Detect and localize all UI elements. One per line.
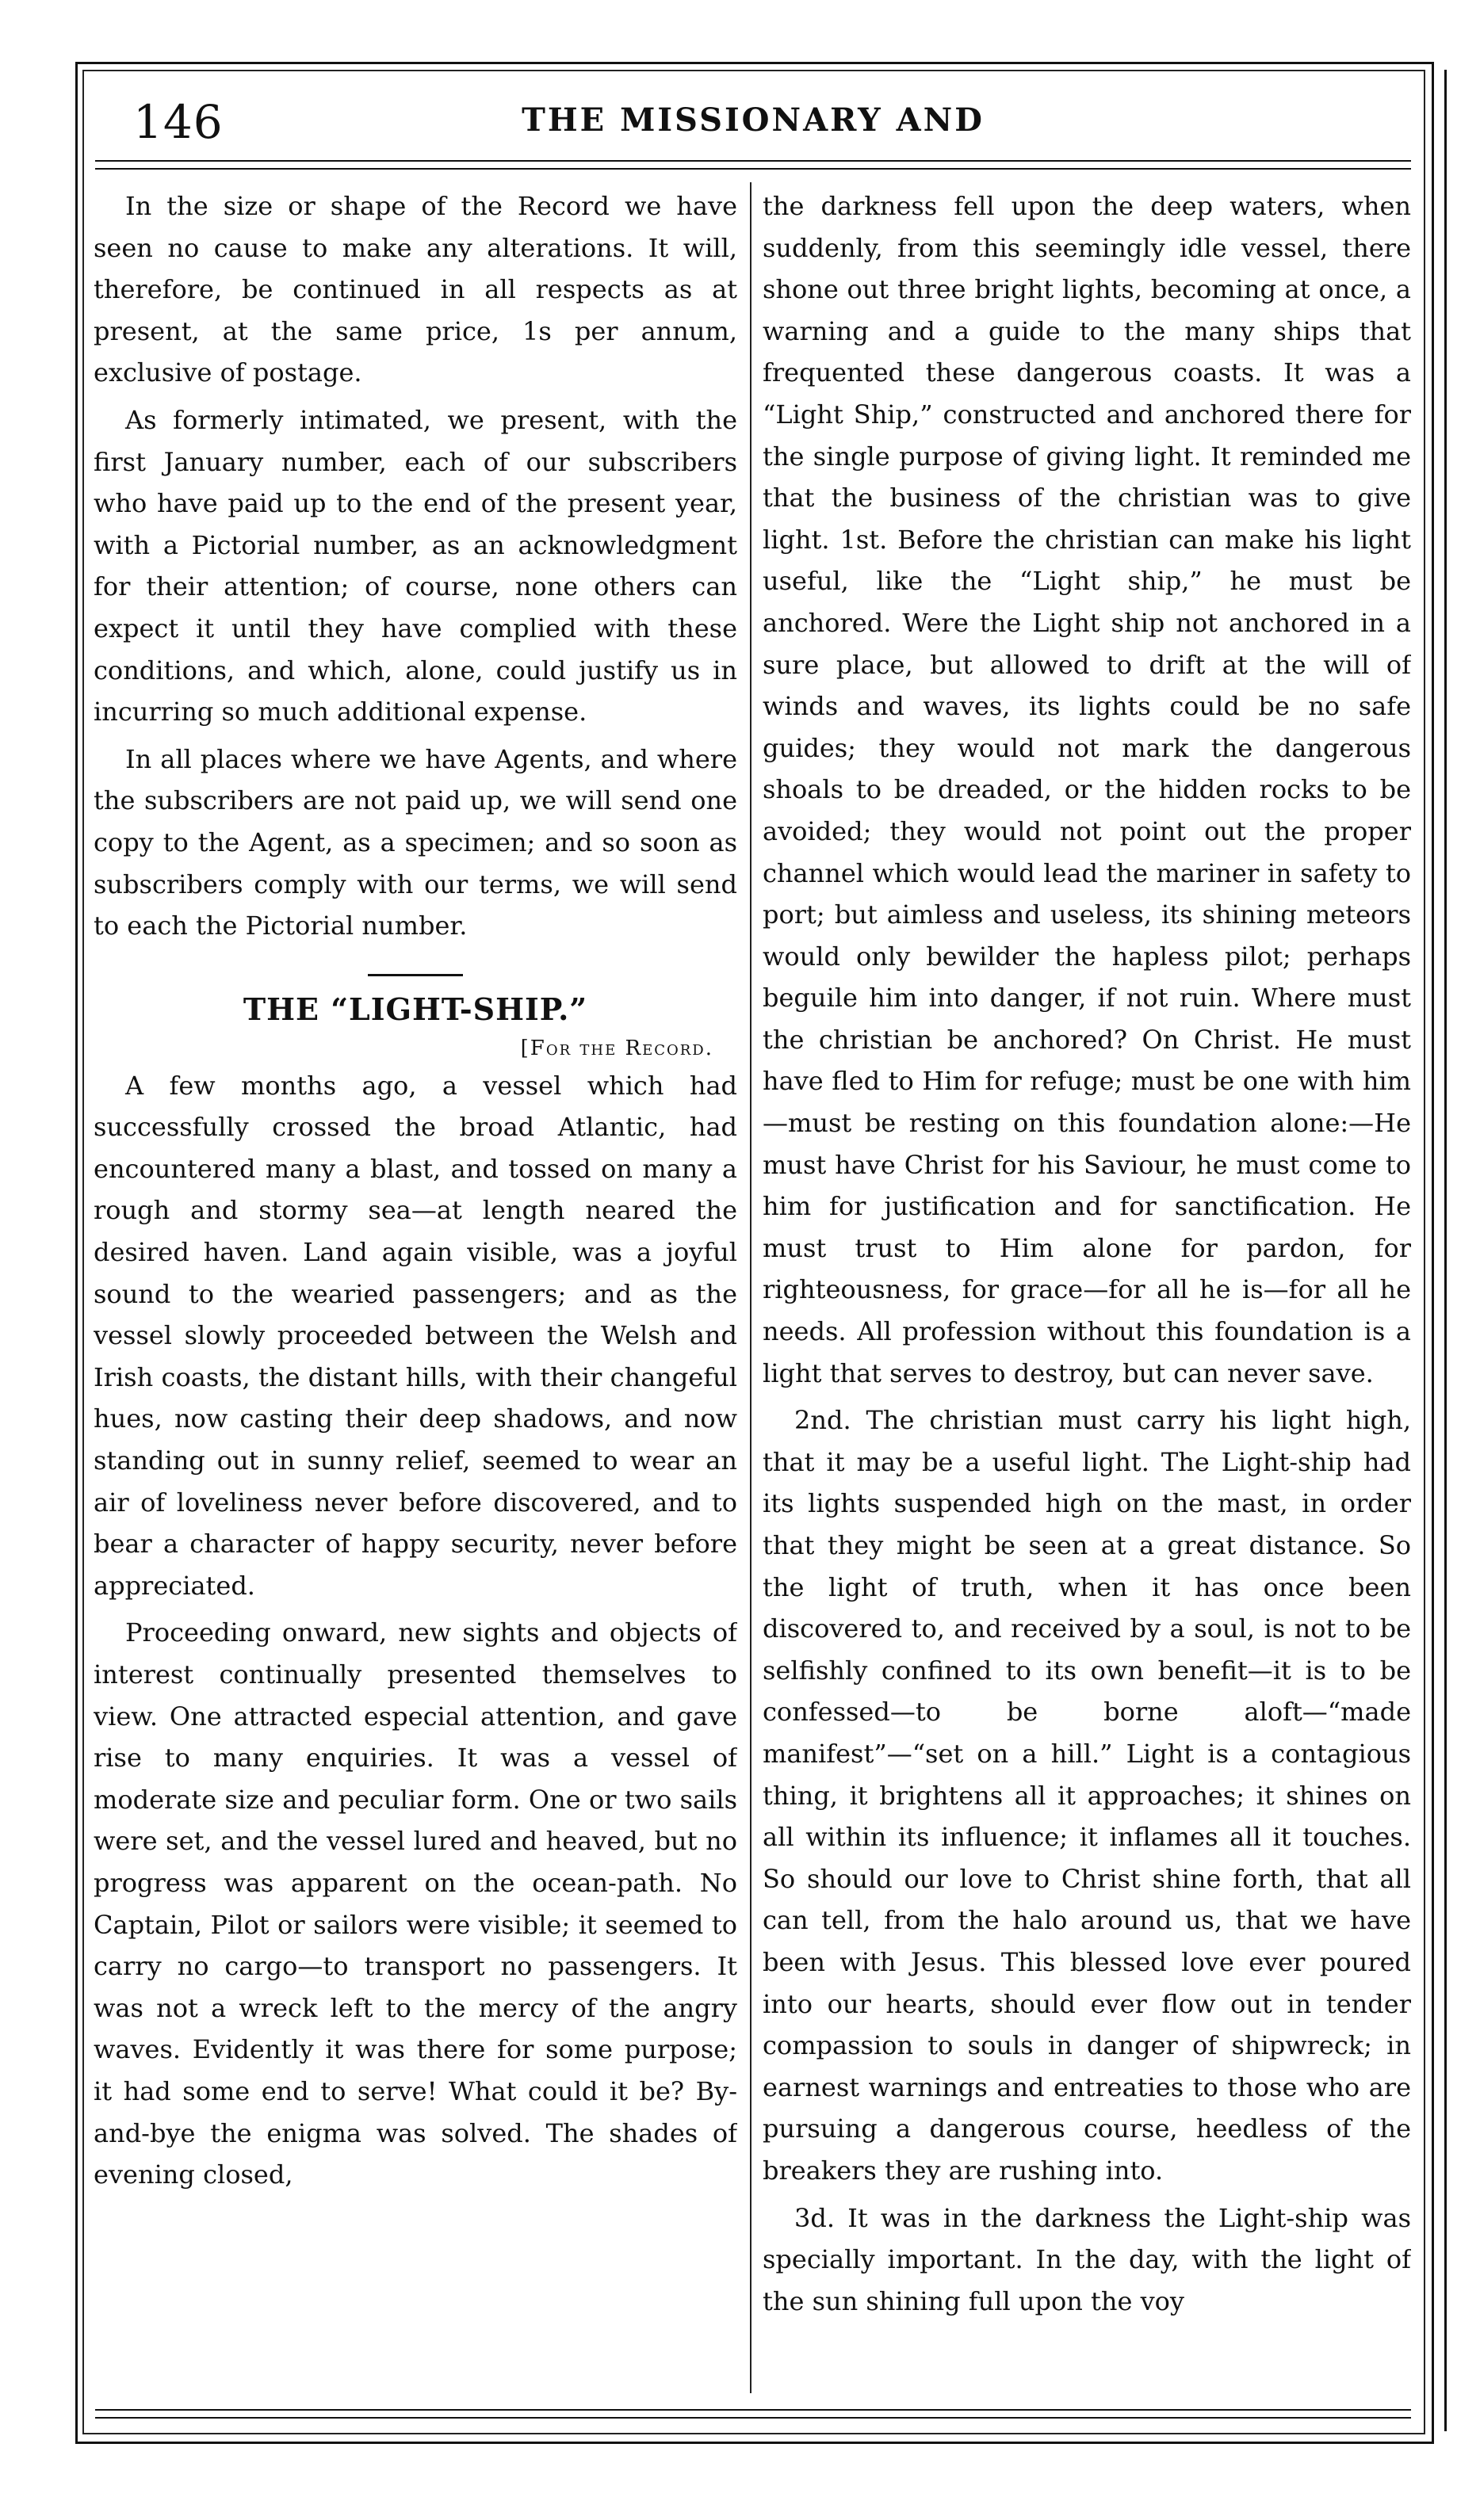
notice-paragraph-pictorial: As formerly intimated, we present, with the first January number, each of our subscribers who have paid up to the end of the present year, with a Pictorial number, as an acknowledgment for their attention; of course, none others can expect it until they have complied with these conditions, and which, alone, could justify us in incurring so much additional expense.: [94, 404, 737, 727]
notice-paragraph-size: In the size or shape of the Record we have seen no cause to make any alterations. It will, therefore, be continued in all respects as at present, at the same price, 1s per annum, exclusive of postage.: [94, 191, 737, 388]
article-paragraph-4: 2nd. The christian must carry his light high, that it may be a useful light. The Light-ship had its lights suspended high on the mast, in order that they might be seen at a great distance. So the light of truth, when it has once been discovered to, and received by a soul, is not to be selfishly confined to its own benefit—it is to be confessed—to be borne aloft—“made manifest”—“set on a hill.” Light is a contagious thing, it brightens all it approaches; it shines on all within its influence; it inflames all it touches. So should our love to Christ shine forth, that all can tell, from the halo around us, that we have been with Jesus. This blessed love ever poured into our hearts, should ever flow out in tender compassion to souls in danger of shipwreck; in earnest warnings and entreaties to those who are pursuing a dangerous course, heedless of the breakers they are rushing into.: [763, 1405, 1411, 2186]
header-rule: [95, 160, 1411, 170]
article-paragraph-2: Proceeding onward, new sights and objects of interest continually presented themselves to view. One attracted especial attention, and gave rise to many enquiries. It was a vessel of moderate size and peculiar form. One or two sails were set, and the vessel lured and heaved, but no progress was apparent on the ocean-path. No Captain, Pilot or sailors were visible; it seemed to carry no cargo—to transport no passengers. It was not a wreck left to the mercy of the angry waves. Evidently it was there for some purpose; it had some end to serve! What could it be? By-and-bye the enigma was solved. The shades of evening closed,: [94, 1617, 737, 2190]
left-column: [94, 185, 737, 2404]
page-header: [95, 87, 1411, 158]
running-title: THE MISSIONARY AND: [522, 101, 985, 139]
article-title: THE “LIGHT-SHIP.”: [243, 991, 588, 1027]
notice-paragraph-agents: In all places where we have Agents, and where the subscribers are not paid up, we will send one copy to the Agent, as a specimen; and so soon as subscribers comply with our terms, we will send to each the Pictorial number.: [94, 743, 737, 941]
footer-rule: [95, 2409, 1411, 2419]
column-divider: [750, 182, 751, 2393]
page-number: 146: [133, 95, 224, 149]
article-byline: [For the Record.: [520, 1036, 713, 1060]
article-paragraph-3: the darkness fell upon the deep waters, when suddenly, from this seemingly idle vessel, there shone out three bright lights, becoming at once, a warning and a guide to the many ships that frequented these dangerous coasts. It was a “Light Ship,” constructed and anchored there for the single purpose of giving light. It reminded me that the business of the christian was to give light. 1st. Before the christian can make his light useful, like the “Light ship,” he must be anchored. Were the Light ship not anchored in a sure place, but allowed to drift at the will of winds and waves, its lights could be no safe guides; they would not mark the dangerous shoals to be dreaded, or the hidden rocks to be avoided; they would not point out the proper channel which would lead the mariner in safety to port; but aimless and useless, its shining meteors would only bewilder the hapless pilot; perhaps beguile him into danger, if not ruin. Where must the christian be anchored? On Christ. He must have fled to Him for refuge; must be one with him—must be resting on this foundation alone:—He must have Christ for his Saviour, he must come to him for justification and for sanctification. He must trust to Him alone for pardon, for righteousness, for grace—for all he is—for all he needs. All profession without this foundation is a light that serves to destroy, but can never save.: [763, 191, 1411, 1388]
page-frame-right-rule: [1444, 70, 1447, 2431]
article-paragraph-1: A few months ago, a vessel which had successfully crossed the broad Atlantic, had encountered many a blast, and tossed on many a rough and stormy sea—at length neared the desired haven. Land again visible, was a joyful sound to the wearied passengers; and as the vessel slowly proceeded between the Welsh and Irish coasts, the distant hills, with their changeful hues, now casting their deep shadows, and now standing out in sunny relief, seemed to wear an air of loveliness never before discovered, and to bear a character of happy security, never before appreciated.: [94, 1070, 737, 1601]
article-paragraph-5: 3d. It was in the darkness the Light-ship was specially important. In the day, with the light of the sun shining full upon the voy: [763, 2202, 1411, 2316]
article-separator-rule: [368, 974, 463, 976]
right-column: [763, 185, 1411, 2404]
